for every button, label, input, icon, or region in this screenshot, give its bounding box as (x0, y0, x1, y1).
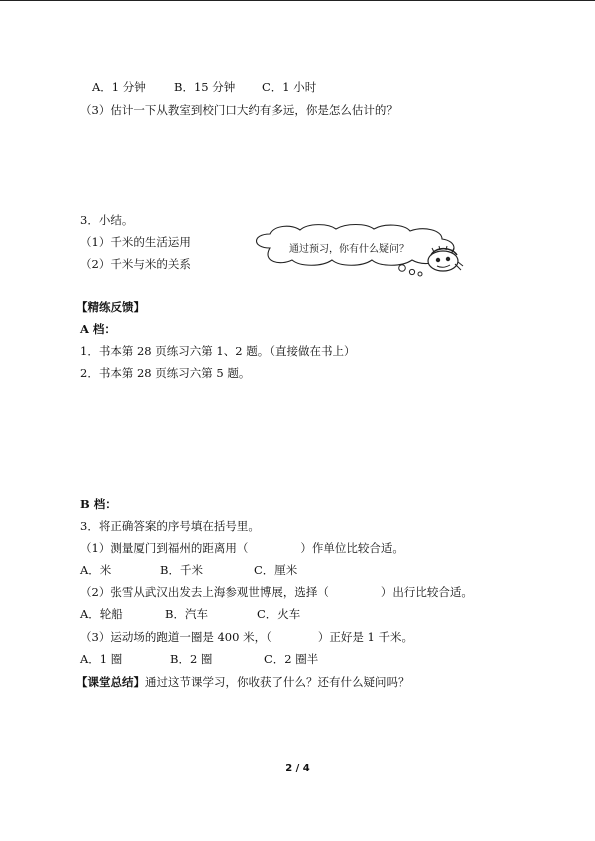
class-summary (76, 675, 410, 689)
summary-item-1: （1）千米的生活运用 (80, 235, 191, 249)
cloud-text: 通过预习，你有什么疑问？ (289, 244, 409, 255)
page-number: 2 / 4 (285, 763, 310, 774)
question-2-transport: （2）张雪从武汉出发去上海参观世博展，选择（ ）出行比较合适。 (80, 585, 473, 599)
level-a-label: A 档： (80, 322, 116, 336)
summary-item-2: （2）千米与米的关系 (80, 257, 191, 271)
question-3-options: A．1 圈 B．2 圈 C．2 圈半 (80, 652, 319, 666)
page-top-rule (0, 0, 595, 1)
class-summary-label: 【课堂总结】 (76, 675, 145, 689)
level-a-item-2: 2．书本第 28 页练习六第 5 题。 (80, 366, 251, 380)
level-b-label: B 档： (80, 497, 117, 511)
class-summary-text: 通过这节课学习，你收获了什么？还有什么疑问吗？ (145, 675, 410, 689)
time-options-row (92, 80, 316, 94)
practice-heading: 【精练反馈】 (76, 300, 145, 314)
option-a: A．1 分钟 (92, 80, 146, 94)
option-c: C．1 小时 (262, 80, 317, 94)
level-a-item-1: 1．书本第 28 页练习六第 1、2 题。（直接做在书上） (80, 344, 356, 358)
question-1-distance-unit: （1）测量厦门到福州的距离用（ ）作单位比较合适。 (80, 541, 404, 555)
question-3-track-laps: （3）运动场的跑道一圈是 400 米，（ ）正好是 1 千米。 (80, 630, 413, 644)
option-b: B．15 分钟 (174, 80, 236, 94)
summary-title: 3．小结。 (80, 213, 134, 227)
question-2-options: A．轮船 B．汽车 C．火车 (80, 607, 301, 621)
level-b-item-3: 3．将正确答案的序号填在括号里。 (80, 519, 260, 533)
question-estimate-distance: （3）估计一下从教室到校门口大约有多远，你是怎么估计的？ (80, 103, 398, 117)
question-1-options: A．米 B．千米 C．厘米 (80, 563, 298, 577)
